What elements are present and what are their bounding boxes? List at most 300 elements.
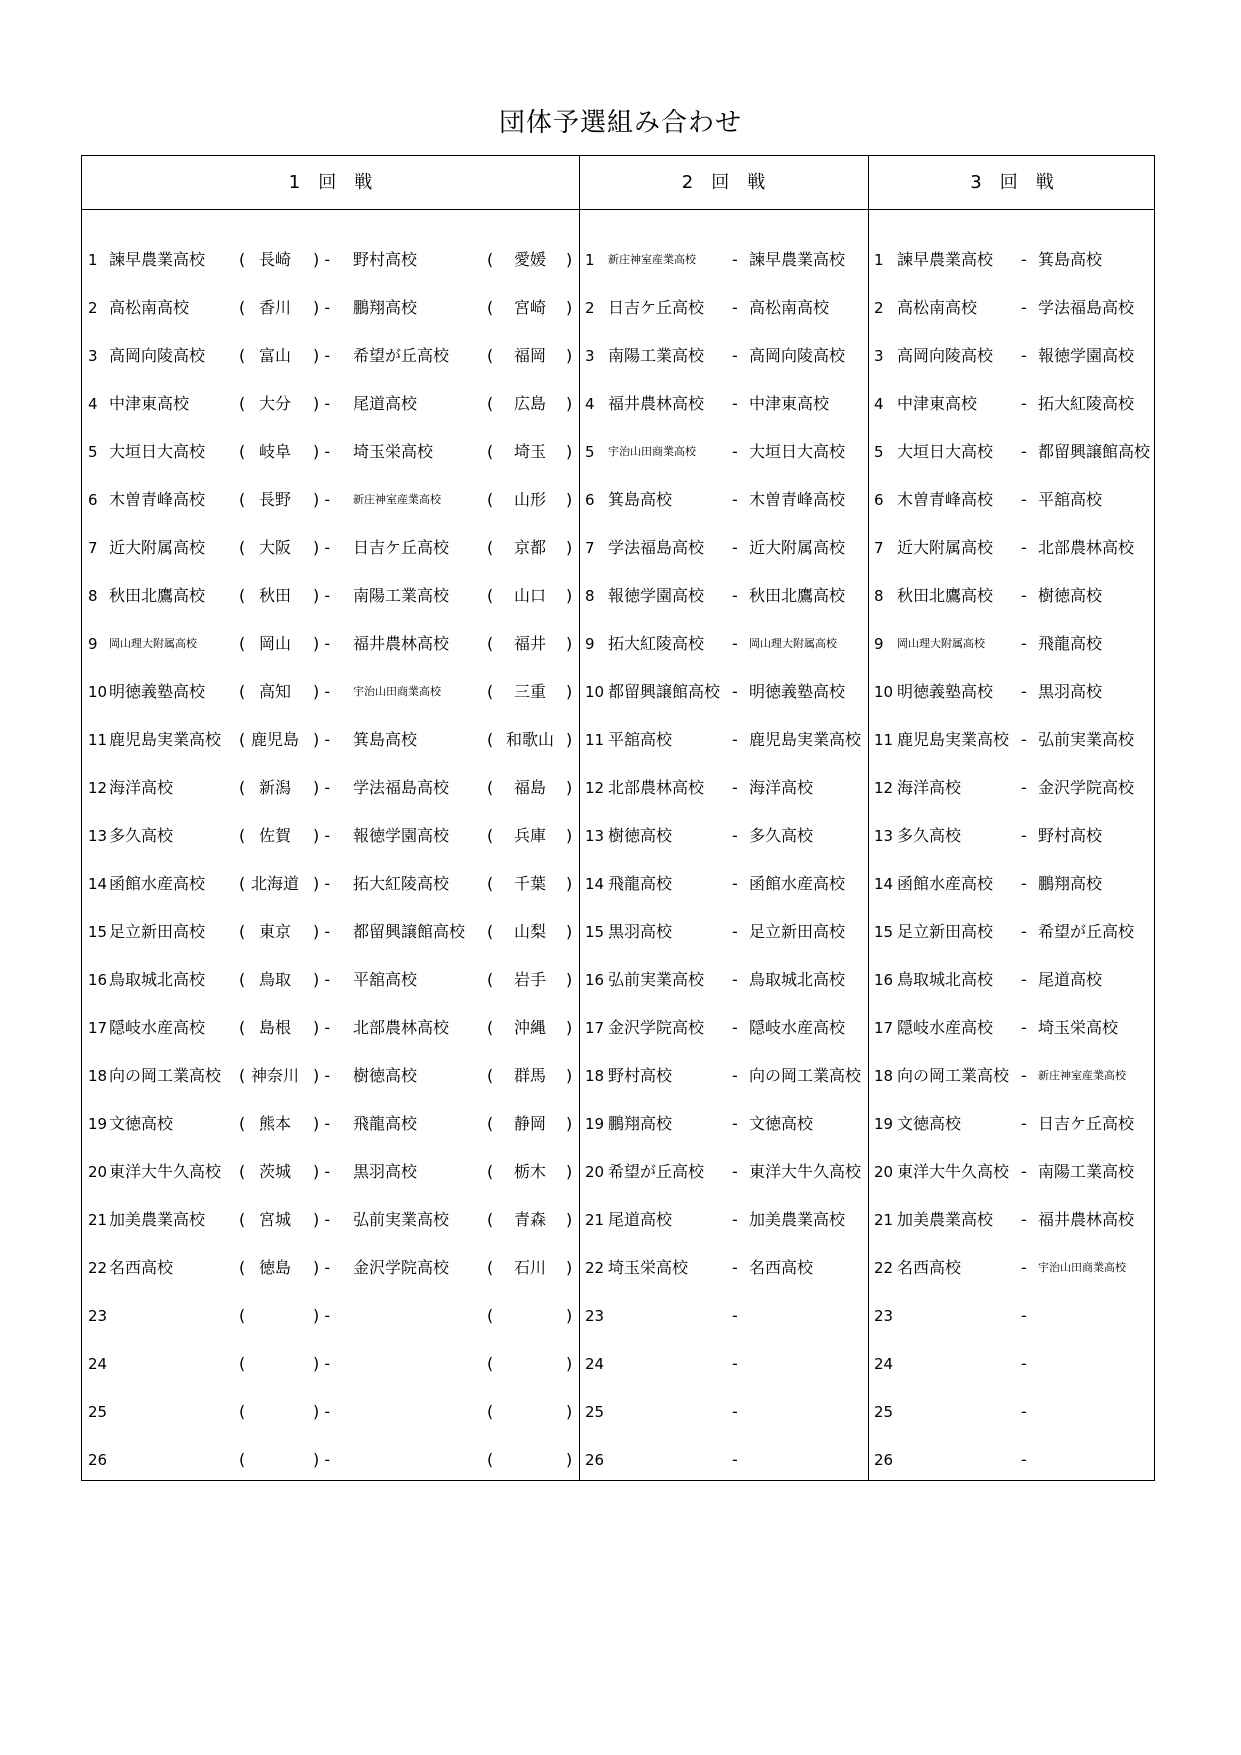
paren-open: ( <box>239 922 246 941</box>
paren-open: ( <box>487 346 494 365</box>
dash: - <box>732 250 738 269</box>
team-a-name: 希望が丘高校 <box>608 1162 705 1181</box>
round3-match-row <box>868 1148 1156 1196</box>
paren-close-dash: ) - <box>313 346 331 365</box>
paren-open: ( <box>487 970 494 989</box>
round3-match-row <box>868 1436 1156 1484</box>
match-number: 22 <box>585 1259 605 1277</box>
round3-match-row <box>868 284 1156 332</box>
paren-close-dash: ) - <box>313 634 331 653</box>
team-a-name: 樹徳高校 <box>608 826 673 845</box>
dash: - <box>1021 874 1027 893</box>
dash: - <box>1021 442 1027 461</box>
team-b-name: 宇治山田商業高校 <box>353 685 441 698</box>
team-a-name: 高松南高校 <box>109 298 190 317</box>
team-a-name: 鳥取城北高校 <box>897 970 994 989</box>
paren-close: ) <box>566 490 573 509</box>
match-number: 9 <box>874 635 884 653</box>
team-a-name: 箕島高校 <box>608 490 673 509</box>
match-number: 6 <box>88 491 98 509</box>
paren-close-dash: ) - <box>313 970 331 989</box>
paren-open: ( <box>239 250 246 269</box>
team-b-name: 箕島高校 <box>1038 250 1103 269</box>
paren-close-dash: ) - <box>313 778 331 797</box>
paren-open: ( <box>487 826 494 845</box>
match-number: 14 <box>874 875 894 893</box>
match-number: 8 <box>585 587 595 605</box>
team-a-prefecture: 佐賀 <box>258 826 291 845</box>
team-a-prefecture: 長崎 <box>258 250 291 269</box>
match-number: 11 <box>874 731 894 749</box>
match-number: 12 <box>585 779 605 797</box>
match-number: 4 <box>585 395 595 413</box>
page-title: 団体予選組み合わせ <box>498 108 742 138</box>
round1-match-row <box>82 668 579 716</box>
round1-match-row <box>82 572 579 620</box>
team-b-prefecture: 千葉 <box>513 874 546 893</box>
dash: - <box>1021 538 1027 557</box>
round2-match-row <box>579 1148 868 1196</box>
match-number: 16 <box>88 971 108 989</box>
paren-close: ) <box>566 538 573 557</box>
round2-match-row <box>579 668 868 716</box>
paren-open: ( <box>239 1402 246 1421</box>
match-number: 21 <box>88 1211 108 1229</box>
match-number: 23 <box>88 1307 108 1325</box>
team-a-prefecture: 神奈川 <box>250 1066 299 1085</box>
team-b-prefecture: 三重 <box>513 682 546 701</box>
match-number: 4 <box>874 395 884 413</box>
round2-match-row <box>579 812 868 860</box>
paren-open: ( <box>487 730 494 749</box>
team-a-name: 報徳学園高校 <box>608 586 705 605</box>
team-b-name: 名西高校 <box>749 1258 814 1277</box>
dash: - <box>732 1450 738 1469</box>
paren-open: ( <box>487 1210 494 1229</box>
paren-open: ( <box>239 1114 246 1133</box>
round2-match-row <box>579 476 868 524</box>
paren-close: ) <box>566 922 573 941</box>
team-a-name: 中津東高校 <box>109 394 190 413</box>
round1-match-row <box>82 1340 579 1388</box>
team-b-name: 鳥取城北高校 <box>749 970 846 989</box>
team-b-name: 福井農林高校 <box>353 634 450 653</box>
team-a-name: 足立新田高校 <box>109 922 206 941</box>
dash: - <box>1021 586 1027 605</box>
round2-match-row <box>579 1100 868 1148</box>
team-b-name: 隠岐水産高校 <box>749 1018 846 1037</box>
match-number: 18 <box>88 1067 108 1085</box>
dash: - <box>1021 1306 1027 1325</box>
team-a-name: 北部農林高校 <box>608 778 705 797</box>
team-b-name: 報徳学園高校 <box>1038 346 1135 365</box>
team-b-name: 東洋大牛久高校 <box>749 1162 862 1181</box>
match-number: 9 <box>88 635 98 653</box>
paren-open: ( <box>239 298 246 317</box>
team-a-name: 拓大紅陵高校 <box>608 634 705 653</box>
round3-match-row <box>868 1100 1156 1148</box>
paren-open: ( <box>239 970 246 989</box>
round1-match-row <box>82 380 579 428</box>
team-b-name: 岡山理大附属高校 <box>749 637 837 650</box>
dash: - <box>732 1258 738 1277</box>
paren-close: ) <box>566 250 573 269</box>
paren-close: ) <box>566 1258 573 1277</box>
paren-open: ( <box>239 1210 246 1229</box>
round1-match-row <box>82 908 579 956</box>
dash: - <box>1021 1210 1027 1229</box>
round1-match-row <box>82 1436 579 1484</box>
round3-match-row <box>868 1244 1156 1292</box>
match-number: 7 <box>874 539 884 557</box>
dash: - <box>1021 634 1027 653</box>
team-b-prefecture: 福井 <box>513 634 546 653</box>
round2-match-row <box>579 620 868 668</box>
dash: - <box>732 778 738 797</box>
team-b-name: 向の岡工業高校 <box>749 1066 862 1085</box>
paren-close: ) <box>566 1066 573 1085</box>
paren-open: ( <box>487 778 494 797</box>
team-b-name: 希望が丘高校 <box>353 346 450 365</box>
match-number: 15 <box>88 923 108 941</box>
round2-match-row <box>579 332 868 380</box>
team-a-name: 高岡向陵高校 <box>897 346 994 365</box>
dash: - <box>1021 1114 1027 1133</box>
match-number: 25 <box>874 1403 894 1421</box>
team-a-name: 向の岡工業高校 <box>109 1066 222 1085</box>
match-number: 2 <box>874 299 884 317</box>
team-b-name: 金沢学院高校 <box>353 1258 450 1277</box>
match-number: 20 <box>585 1163 605 1181</box>
team-b-prefecture: 栃木 <box>513 1162 546 1181</box>
dash: - <box>1021 1450 1027 1469</box>
match-number: 18 <box>874 1067 894 1085</box>
paren-close: ) <box>566 394 573 413</box>
team-b-name: 尾道高校 <box>1038 970 1103 989</box>
match-number: 25 <box>585 1403 605 1421</box>
paren-close-dash: ) - <box>313 1162 331 1181</box>
match-number: 22 <box>88 1259 108 1277</box>
match-number: 13 <box>874 827 894 845</box>
team-a-prefecture: 岐阜 <box>258 442 291 461</box>
team-a-prefecture: 長野 <box>258 490 291 509</box>
round2-match-row <box>579 716 868 764</box>
team-a-name: 加美農業高校 <box>109 1210 206 1229</box>
paren-close: ) <box>566 1114 573 1133</box>
team-b-prefecture: 沖縄 <box>513 1018 546 1037</box>
round3-match-row <box>868 956 1156 1004</box>
round1-match-row <box>82 764 579 812</box>
team-a-name: 木曽青峰高校 <box>897 490 994 509</box>
match-number: 26 <box>585 1451 605 1469</box>
paren-open: ( <box>239 1306 246 1325</box>
dash: - <box>732 682 738 701</box>
paren-open: ( <box>487 682 494 701</box>
paren-close: ) <box>566 1354 573 1373</box>
paren-open: ( <box>487 634 494 653</box>
team-b-name: 北部農林高校 <box>1038 538 1135 557</box>
team-b-prefecture: 兵庫 <box>513 826 546 845</box>
round2-match-row <box>579 1292 868 1340</box>
team-a-name: 海洋高校 <box>109 778 174 797</box>
team-b-name: 拓大紅陵高校 <box>1038 394 1135 413</box>
paren-open: ( <box>487 1450 494 1469</box>
dash: - <box>732 1066 738 1085</box>
team-b-name: 学法福島高校 <box>353 778 450 797</box>
round1-match-row <box>82 284 579 332</box>
team-b-prefecture: 京都 <box>513 538 546 557</box>
team-a-name: 多久高校 <box>109 826 174 845</box>
team-a-name: 都留興譲館高校 <box>608 682 721 701</box>
dash: - <box>1021 1162 1027 1181</box>
team-b-name: 希望が丘高校 <box>1038 922 1135 941</box>
paren-open: ( <box>239 778 246 797</box>
match-number: 16 <box>585 971 605 989</box>
round1-match-row <box>82 1196 579 1244</box>
paren-open: ( <box>487 1114 494 1133</box>
team-a-prefecture: 富山 <box>258 346 291 365</box>
team-b-name: 海洋高校 <box>749 778 814 797</box>
round2-match-row <box>579 1196 868 1244</box>
round2-match-row <box>579 764 868 812</box>
round2-match-row <box>579 572 868 620</box>
paren-open: ( <box>487 442 494 461</box>
team-b-prefecture: 福岡 <box>513 346 546 365</box>
team-b-name: 尾道高校 <box>353 394 418 413</box>
paren-open: ( <box>239 346 246 365</box>
paren-open: ( <box>487 250 494 269</box>
dash: - <box>1021 1402 1027 1421</box>
paren-open: ( <box>239 1018 246 1037</box>
team-a-name: 文徳高校 <box>109 1114 174 1133</box>
match-number: 11 <box>88 731 108 749</box>
paren-open: ( <box>487 586 494 605</box>
dash: - <box>1021 1258 1027 1277</box>
match-number: 14 <box>88 875 108 893</box>
dash: - <box>732 298 738 317</box>
match-number: 19 <box>88 1115 108 1133</box>
dash: - <box>732 394 738 413</box>
dash: - <box>732 922 738 941</box>
round1-match-row <box>82 1388 579 1436</box>
team-b-name: 新庄神室産業高校 <box>1038 1069 1126 1082</box>
paren-open: ( <box>239 1066 246 1085</box>
paren-close: ) <box>566 1402 573 1421</box>
team-b-name: 福井農林高校 <box>1038 1210 1135 1229</box>
round2-match-row <box>579 1388 868 1436</box>
dash: - <box>732 1162 738 1181</box>
paren-close-dash: ) - <box>313 1258 331 1277</box>
team-a-prefecture: 大阪 <box>258 538 291 557</box>
dash: - <box>732 1114 738 1133</box>
dash: - <box>732 1018 738 1037</box>
paren-close: ) <box>566 826 573 845</box>
team-a-name: 函館水産高校 <box>897 874 994 893</box>
team-a-prefecture: 宮城 <box>258 1210 291 1229</box>
team-b-name: 弘前実業高校 <box>1038 730 1135 749</box>
round1-match-row <box>82 1148 579 1196</box>
paren-close-dash: ) - <box>313 1402 331 1421</box>
round1-match-row <box>82 620 579 668</box>
team-b-name: 足立新田高校 <box>749 922 846 941</box>
match-number: 15 <box>585 923 605 941</box>
team-a-name: 尾道高校 <box>608 1210 673 1229</box>
round1-match-row <box>82 524 579 572</box>
round1-match-row <box>82 428 579 476</box>
paren-open: ( <box>487 1018 494 1037</box>
paren-open: ( <box>487 394 494 413</box>
paren-close-dash: ) - <box>313 1114 331 1133</box>
paren-open: ( <box>487 1066 494 1085</box>
team-a-name: 近大附属高校 <box>897 538 994 557</box>
team-b-name: 平舘高校 <box>353 970 418 989</box>
dash: - <box>1021 922 1027 941</box>
paren-open: ( <box>239 538 246 557</box>
round3-match-row <box>868 380 1156 428</box>
team-b-prefecture: 和歌山 <box>505 730 554 749</box>
round3-match-row <box>868 476 1156 524</box>
match-number: 24 <box>874 1355 894 1373</box>
team-b-name: 多久高校 <box>749 826 814 845</box>
paren-open: ( <box>239 682 246 701</box>
paren-close-dash: ) - <box>313 394 331 413</box>
team-a-name: 岡山理大附属高校 <box>897 637 985 650</box>
match-number: 26 <box>88 1451 108 1469</box>
team-a-name: 新庄神室産業高校 <box>608 253 696 266</box>
paren-close-dash: ) - <box>313 250 331 269</box>
team-a-name: 黒羽高校 <box>608 922 673 941</box>
round3-match-row <box>868 620 1156 668</box>
team-b-name: 弘前実業高校 <box>353 1210 450 1229</box>
paren-close-dash: ) - <box>313 442 331 461</box>
team-a-name: 諫早農業高校 <box>109 250 206 269</box>
team-a-name: 木曽青峰高校 <box>109 490 206 509</box>
team-a-name: 鳥取城北高校 <box>109 970 206 989</box>
paren-open: ( <box>239 874 246 893</box>
team-b-name: 木曽青峰高校 <box>749 490 846 509</box>
paren-open: ( <box>239 394 246 413</box>
round2-match-row <box>579 236 868 284</box>
team-b-name: 黒羽高校 <box>1038 682 1103 701</box>
paren-open: ( <box>487 1162 494 1181</box>
team-b-name: 北部農林高校 <box>353 1018 450 1037</box>
team-b-name: 飛龍高校 <box>1038 634 1103 653</box>
team-a-name: 名西高校 <box>109 1258 174 1277</box>
match-number: 10 <box>585 683 605 701</box>
paren-close: ) <box>566 1210 573 1229</box>
round2-match-row <box>579 908 868 956</box>
paren-open: ( <box>487 1402 494 1421</box>
team-a-name: 鹿児島実業高校 <box>109 730 222 749</box>
team-a-name: 多久高校 <box>897 826 962 845</box>
match-number: 2 <box>585 299 595 317</box>
round3-match-row <box>868 572 1156 620</box>
match-number: 17 <box>874 1019 894 1037</box>
round3-match-row <box>868 860 1156 908</box>
team-b-name: 拓大紅陵高校 <box>353 874 450 893</box>
team-b-name: 宇治山田商業高校 <box>1038 1261 1126 1274</box>
team-b-prefecture: 広島 <box>513 394 546 413</box>
team-a-name: 福井農林高校 <box>608 394 705 413</box>
team-a-name: 高松南高校 <box>897 298 978 317</box>
dash: - <box>1021 346 1027 365</box>
team-a-prefecture: 徳島 <box>258 1258 291 1277</box>
round2-header: 2 回 戦 <box>681 172 766 193</box>
paren-close-dash: ) - <box>313 682 331 701</box>
team-a-name: 隠岐水産高校 <box>109 1018 206 1037</box>
team-a-name: 大垣日大高校 <box>109 442 206 461</box>
team-b-prefecture: 福島 <box>513 778 546 797</box>
paren-close-dash: ) - <box>313 874 331 893</box>
team-a-name: 岡山理大附属高校 <box>109 637 197 650</box>
paren-close: ) <box>566 682 573 701</box>
team-b-name: 都留興譲館高校 <box>353 922 466 941</box>
round2-match-row <box>579 1340 868 1388</box>
dash: - <box>732 586 738 605</box>
paren-open: ( <box>239 1162 246 1181</box>
dash: - <box>1021 682 1027 701</box>
match-number: 1 <box>88 251 98 269</box>
round3-match-row <box>868 908 1156 956</box>
match-number: 3 <box>874 347 884 365</box>
match-number: 7 <box>88 539 98 557</box>
paren-open: ( <box>239 826 246 845</box>
team-b-name: 文徳高校 <box>749 1114 814 1133</box>
match-number: 17 <box>88 1019 108 1037</box>
round1-match-row <box>82 1004 579 1052</box>
match-number: 14 <box>585 875 605 893</box>
dash: - <box>1021 1066 1027 1085</box>
team-a-name: 明徳義塾高校 <box>109 682 206 701</box>
paren-open: ( <box>487 490 494 509</box>
dash: - <box>1021 394 1027 413</box>
team-a-name: 弘前実業高校 <box>608 970 705 989</box>
team-b-name: 大垣日大高校 <box>749 442 846 461</box>
team-a-prefecture: 茨城 <box>258 1162 291 1181</box>
team-b-name: 平舘高校 <box>1038 490 1103 509</box>
round1-match-row <box>82 812 579 860</box>
paren-close-dash: ) - <box>313 1210 331 1229</box>
paren-open: ( <box>239 1258 246 1277</box>
round3-match-row <box>868 428 1156 476</box>
team-a-name: 海洋高校 <box>897 778 962 797</box>
team-b-name: 埼玉栄高校 <box>353 442 434 461</box>
paren-close: ) <box>566 346 573 365</box>
match-number: 3 <box>585 347 595 365</box>
paren-close: ) <box>566 586 573 605</box>
team-a-prefecture: 東京 <box>258 922 291 941</box>
dash: - <box>1021 778 1027 797</box>
match-number: 18 <box>585 1067 605 1085</box>
match-number: 5 <box>585 443 595 461</box>
dash: - <box>732 490 738 509</box>
team-a-name: 野村高校 <box>608 1066 673 1085</box>
team-a-name: 鵬翔高校 <box>608 1114 673 1133</box>
team-b-name: 中津東高校 <box>749 394 830 413</box>
team-b-name: 加美農業高校 <box>749 1210 846 1229</box>
round1-match-row <box>82 236 579 284</box>
paren-open: ( <box>239 730 246 749</box>
team-b-name: 新庄神室産業高校 <box>353 493 441 506</box>
match-number: 24 <box>585 1355 605 1373</box>
paren-open: ( <box>239 1354 246 1373</box>
dash: - <box>732 346 738 365</box>
dash: - <box>1021 826 1027 845</box>
paren-close-dash: ) - <box>313 490 331 509</box>
team-a-prefecture: 鳥取 <box>258 970 291 989</box>
match-number: 5 <box>88 443 98 461</box>
dash: - <box>1021 730 1027 749</box>
